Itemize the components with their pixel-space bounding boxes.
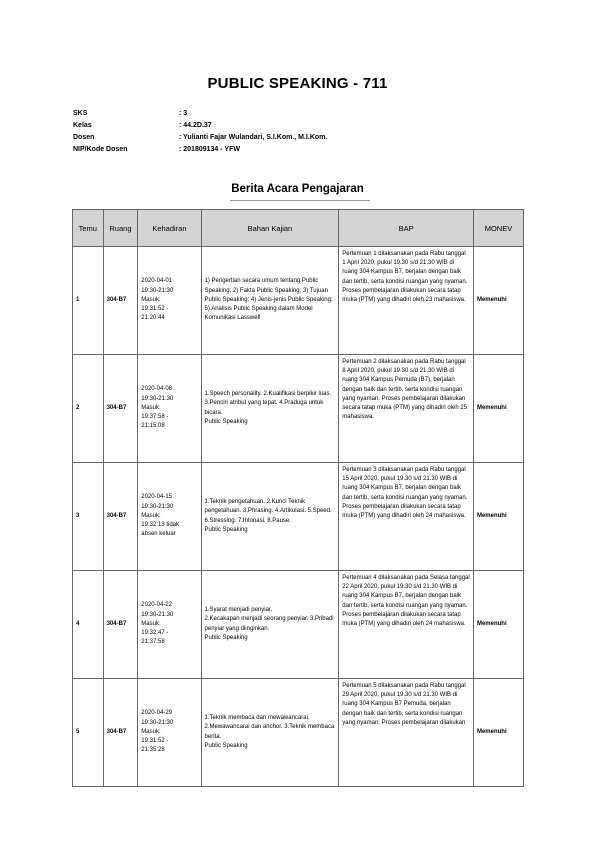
meta-label: Dosen bbox=[73, 134, 95, 141]
bap-text: Pertemuan 2 dilaksanakan pada Rabu tanggal 8 April 2020, pukul 19.30 s/d 21.30 WIB di ruang 304 Kampus Pemuda (B7), berjalan dengan baik dan tertib, serta kondisi ruangan yang nyaman. Proses pembelajaran dilakukan secara tatap muka (PTM) yang dihadiri oleh 25 mahasiswa. bbox=[342, 359, 468, 421]
kehadiran-text: 2020-04-15 19:30-21:30 Masuk: 19:32:13 tidak absen keluar bbox=[141, 494, 179, 538]
table-header-row bbox=[73, 210, 524, 247]
cell-kehadiran bbox=[138, 679, 201, 787]
meta-value: : 3 bbox=[179, 110, 188, 117]
kehadiran-text: 2020-04-01 19:30-21:30 Masuk: 19:31:52 - 21:20:44 bbox=[141, 278, 174, 322]
table-row bbox=[73, 679, 524, 787]
cell-bahan-kajian bbox=[201, 571, 339, 679]
bap-text: Pertemuan 3 dilaksanakan pada Rabu tanggal 15 April 2020, pukul 19.30 s/d 21.30 WIB di ruang 304 Kampus B7, berjalan dengan baik dan tertib, serta kondisi ruangan yang nyaman. Proses pembelajaran dilakukan secara tatap muka (PTM) yang dihadiri oleh 24 mahasiswa. bbox=[342, 467, 468, 520]
header-bap: BAP bbox=[339, 210, 474, 247]
header-temu: Temu bbox=[73, 210, 104, 247]
cell-temu: 3 bbox=[73, 463, 104, 571]
cell-ruang: 304-B7 bbox=[103, 679, 138, 787]
kehadiran-text: 2020-04-08 19:30-21:30 Masuk: 19:37:58 - 21:15:08 bbox=[141, 386, 174, 430]
kehadiran-text: 2020-04-29 19:30-21:30 Masuk: 19:31:52 - 21:35:28 bbox=[141, 710, 174, 754]
document-title: PUBLIC SPEAKING - 711 bbox=[207, 75, 388, 92]
bahan-text: 1) Pengertian secara umum tentang Public Speaking; 2) Fakta Public Speaking; 3) Tujuan Public Speaking; 4) Jenis-jenis Public Speaking; 5) Analisis Public Speaking dalam Model Komunikasi Lasswell bbox=[204, 278, 333, 322]
meta-label: SKS bbox=[73, 110, 88, 117]
header-ruang: Ruang bbox=[103, 210, 138, 247]
cell-monev: Memenuhi bbox=[473, 679, 523, 787]
table-row bbox=[73, 463, 524, 571]
meta-value: : Yulianti Fajar Wulandari, S.I.Kom., M.I.Kom. bbox=[179, 134, 328, 141]
cell-monev: Memenuhi bbox=[473, 247, 523, 355]
kehadiran-text: 2020-04-22 19:30-21:30 Masuk: 19:32:47 - 21:37:58 bbox=[141, 602, 174, 646]
cell-kehadiran bbox=[138, 355, 201, 463]
cell-bahan-kajian bbox=[201, 463, 339, 571]
bap-text: Pertemuan 1 dilaksanakan pada Rabu tanggal 1 April 2020, pukul 19.30 s/d 21.30 WIB di ruang 304 Kampus B7, berjalan dengan baik dan tertib, serta kondisi ruangan yang nyaman. Proses pembelajaran dilakukan secara tatap muka (PTM) yang dihadiri oleh 23 mahasiswa. bbox=[342, 251, 468, 304]
meta-value: : 44.2D.37 bbox=[179, 122, 212, 129]
cell-temu: 4 bbox=[73, 571, 104, 679]
header-kehadiran: Kehadiran bbox=[138, 210, 201, 247]
meta-row-sks bbox=[73, 110, 327, 122]
cell-monev: Memenuhi bbox=[473, 355, 523, 463]
cell-bahan-kajian bbox=[201, 679, 339, 787]
bap-text: Pertemuan 4 dilaksanakan pada Selasa tanggal 22 April 2020, pukul 19.30 s/d 21.30 WIB di ruang 304 Kampus B7, berjalan dengan baik dan tertib, serta kondisi ruangan yang nyaman. Proses pembelajaran dilakukan secara tatap muka (PTM) yang dihadiri oleh 24 mahasiswa. bbox=[342, 575, 470, 628]
bap-text: Pertemuan 5 dilaksanakan pada Rabu tanggal 29 April 2020, pukul 19.30 s/d 21.30 WIB di ruang 304 Kampus B7 Pemuda, berjalan dengan baik dan tertib, serta kondisi ruangan yang nyaman. Proses pembelajaran dilakukan bbox=[342, 683, 466, 726]
meta-row-dosen bbox=[73, 134, 327, 146]
table-row bbox=[73, 355, 524, 463]
cell-temu: 2 bbox=[73, 355, 104, 463]
bahan-text: 1.Teknik membaca dan mewawancarai. 2.Mewawancarai dan anchor. 3.Teknik membaca berita. Public Speaking bbox=[204, 715, 335, 749]
meta-value: : 201809134 - YFW bbox=[179, 146, 240, 153]
cell-bap bbox=[339, 247, 474, 355]
teaching-log-table bbox=[72, 209, 524, 787]
table-row bbox=[73, 247, 524, 355]
cell-temu: 1 bbox=[73, 247, 104, 355]
cell-kehadiran bbox=[138, 571, 201, 679]
header-bahan-kajian: Bahan Kajian bbox=[201, 210, 339, 247]
cell-monev: Memenuhi bbox=[473, 571, 523, 679]
cell-ruang: 304-B7 bbox=[103, 355, 138, 463]
cell-temu: 5 bbox=[73, 679, 104, 787]
cell-bap bbox=[339, 571, 474, 679]
bahan-text: 1.Syarat menjadi penyiar. 2.Kecakapan menjadi seorang penyiar. 3.Pribadi penyiar yang diinginkan. Public Speaking bbox=[204, 607, 334, 641]
meta-label: Kelas bbox=[73, 122, 92, 129]
course-info bbox=[73, 110, 327, 158]
divider bbox=[230, 200, 370, 201]
bahan-text: 1.Speech personality. 2.Kualifikasi berpikir luas. 3.Penciri atribut yang tepat. 4.Praduga untuk bicara. Public Speaking bbox=[204, 391, 332, 425]
meta-row-nip bbox=[73, 146, 327, 158]
cell-kehadiran bbox=[138, 247, 201, 355]
cell-ruang: 304-B7 bbox=[103, 463, 138, 571]
meta-label: NIP/Kode Dosen bbox=[73, 146, 128, 153]
cell-bap bbox=[339, 355, 474, 463]
cell-bap bbox=[339, 463, 474, 571]
cell-kehadiran bbox=[138, 463, 201, 571]
cell-bahan-kajian bbox=[201, 247, 339, 355]
header-monev: MONEV bbox=[473, 210, 523, 247]
cell-ruang: 304-B7 bbox=[103, 571, 138, 679]
cell-bahan-kajian bbox=[201, 355, 339, 463]
table-row bbox=[73, 571, 524, 679]
cell-bap bbox=[339, 679, 474, 787]
meta-row-kelas bbox=[73, 122, 327, 134]
bahan-text: 1.Teknik pengetahuan. 2.Kunci Teknik pengetahuan. 3.Phrasing. 4.Artikulasi. 5.Speed. 6.Stressing. 7.Intonasi. 8.Pause. Public Speaking bbox=[204, 499, 332, 533]
section-title: Berita Acara Pengajaran bbox=[231, 183, 364, 195]
cell-ruang: 304-B7 bbox=[103, 247, 138, 355]
cell-monev: Memenuhi bbox=[473, 463, 523, 571]
